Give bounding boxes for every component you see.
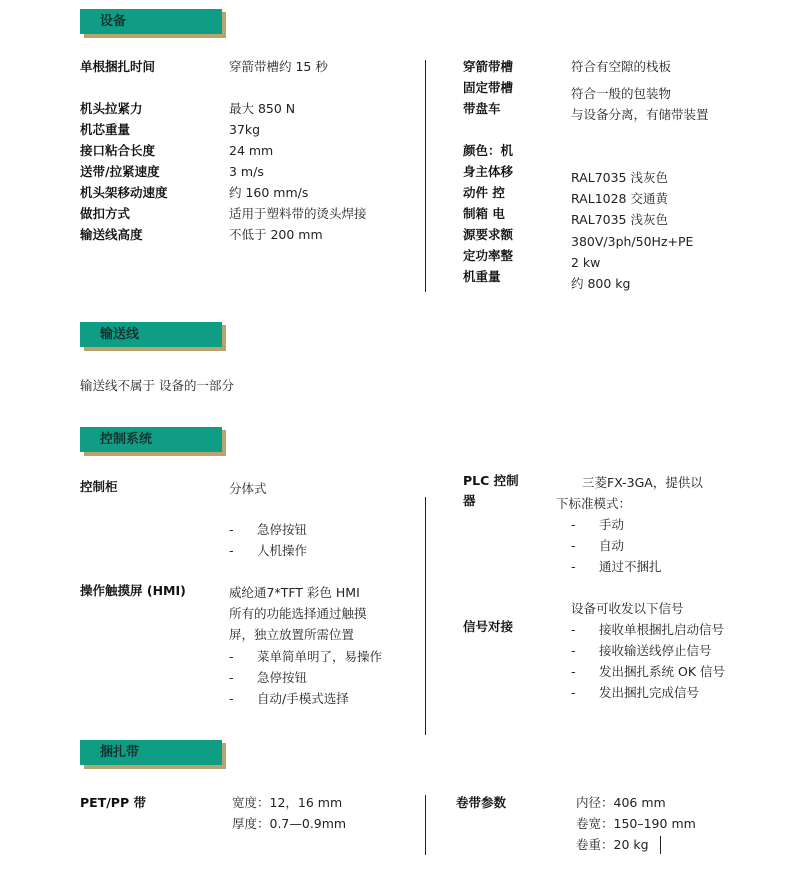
section-header-control [80,427,226,456]
spec-value: 约 800 kg [571,276,631,291]
roll-value: 卷重：20 kg [576,837,649,852]
control-cabinet-label: 控制柜 [80,479,118,494]
list-item: - 接收单根捆扎启动信号 [571,622,725,637]
list-item: - 手动 [571,517,625,532]
spec-label: 带盘车 [463,101,501,116]
list-item: - 急停按钮 [229,670,308,685]
hmi-value: 威纶通7*TFT 彩色 HMI [229,585,360,600]
spec-value: 最大 850 N [229,101,296,116]
strap-value: 宽度：12，16 mm [232,795,343,810]
plc-label: 器 [463,493,476,508]
list-item: - 接收输送线停止信号 [571,643,712,658]
spec-label: 送带/拉紧速度 [80,164,160,179]
spec-label: 机重量 [463,269,501,284]
list-item: - 急停按钮 [229,522,308,537]
spec-label: 定功率整 [463,248,514,263]
section-title: 捆扎带 [80,740,222,765]
section-title: 设备 [80,9,222,34]
control-cabinet-value: 分体式 [229,481,267,496]
spec-value: 不低于 200 mm [229,227,323,242]
conveyor-note: 输送线不属于 设备的一部分 [80,378,234,393]
spec-value: 符合有空隙的栈板 [571,59,672,74]
spec-label: 动件 控 [463,185,505,200]
spec-label: 单根捆扎时间 [80,59,156,74]
spec-label: 源要求额 [463,227,514,242]
spec-value: 穿箭带槽约 15 秒 [229,59,328,74]
column-divider [425,497,426,735]
roll-value: 内径：406 mm [576,795,666,810]
spec-label: 固定带槽 [463,80,514,95]
spec-label: 身主体移 [463,164,514,179]
column-divider [425,795,426,855]
spec-value: 380V/3ph/50Hz+PE [571,234,694,249]
spec-label: 制箱 电 [463,206,505,221]
list-item: - 发出捆扎系统 OK 信号 [571,664,725,679]
plc-label: PLC 控制 [463,473,519,488]
spec-label: 机头拉紧力 [80,101,143,116]
spec-label: 机芯重量 [80,122,131,137]
plc-value: 下标准模式： [556,496,632,511]
spec-value: 符合一般的包装物 [571,86,672,101]
roll-params-label: 卷带参数 [456,795,507,810]
spec-value: 与设备分离，有储带装置 [571,107,709,122]
section-header-conveyor [80,322,226,351]
spec-value: 适用于塑料带的烫头焊接 [229,206,367,221]
spec-label: 输送线高度 [80,227,143,242]
spec-value: 37kg [229,122,261,137]
list-item: - 自动/手模式选择 [229,691,349,706]
section-header-strap [80,740,226,769]
spec-value: 约 160 mm/s [229,185,309,200]
strap-label: PET/PP 带 [80,795,146,810]
text-cursor [660,836,661,854]
spec-label: 接口粘合长度 [80,143,156,158]
spec-label: 穿箭带槽 [463,59,514,74]
column-divider [425,60,426,292]
spec-label: 机头架移动速度 [80,185,168,200]
hmi-label: 操作触摸屏 (HMI) [80,583,186,598]
spec-label: 颜色：机 [463,143,514,158]
list-item: - 通过不捆扎 [571,559,662,574]
plc-value: 三菱FX-3GA，提供以 [582,475,703,490]
spec-value: 24 mm [229,143,274,158]
spec-value: 3 m/s [229,164,264,179]
signal-label: 信号对接 [463,619,514,634]
strap-value: 厚度：0.7—0.9mm [232,816,347,831]
list-item: - 自动 [571,538,625,553]
section-title: 控制系统 [80,427,222,452]
spec-value: RAL7035 浅灰色 [571,212,668,227]
spec-label: 做扣方式 [80,206,131,221]
section-header-equipment [80,9,226,38]
list-item: - 人机操作 [229,543,308,558]
roll-value: 卷宽：150–190 mm [576,816,696,831]
spec-value: 2 kw [571,255,601,270]
list-item: - 菜单简单明了，易操作 [229,649,383,664]
section-title: 输送线 [80,322,222,347]
spec-value: RAL1028 交通黄 [571,191,668,206]
spec-value: RAL7035 浅灰色 [571,170,668,185]
signal-intro: 设备可收发以下信号 [571,601,684,616]
hmi-value: 屏，独立放置所需位置 [229,627,355,642]
hmi-value: 所有的功能选择通过触摸 [229,606,367,621]
list-item: - 发出捆扎完成信号 [571,685,700,700]
